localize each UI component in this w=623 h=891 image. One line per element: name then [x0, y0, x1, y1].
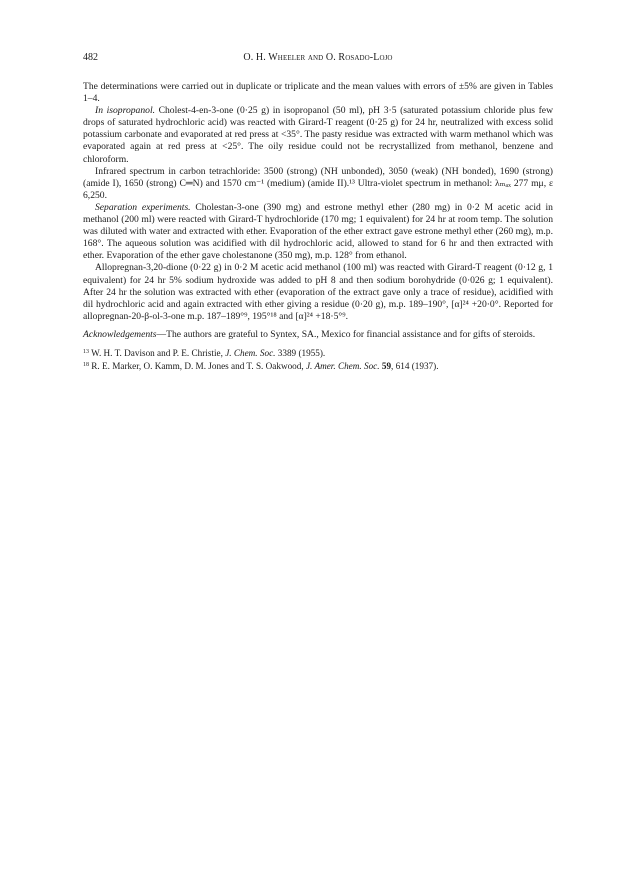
paragraph-allopregnan: Allopregnan-3,20-dione (0·22 g) in 0·2 M acetic acid methanol (100 ml) was reacted with Girard-T reagent (0·12 g, 1 equivalent) for 24 hr 5% sodium hydroxide was added to pH 8 and then sodium borohydride (0·026 g; 1 equivalent). After 24 hr the solution was extracted with ether (evaporation of the extract gave only a trace of residue), acidified with dil hydrochloric acid and again extracted with ether giving a residue (0·20 g), m.p. 189–190°, [α]²⁴ +20·0°. Reported for allopregnan-20-β-ol-3-one m.p. 187–189°⁹, 195°¹⁸ and [α]²⁴ +18·5°⁹. [83, 262, 553, 322]
acknowledgements-text: —The authors are grateful to Syntex, SA., Mexico for financial assistance and for gifts of steroids. [156, 328, 536, 340]
paragraph-separation [83, 202, 553, 262]
footnote-13 [83, 347, 553, 360]
footnote-details: 3389 (1955). [275, 347, 326, 358]
run-in-heading-separation: Separation experiments. [95, 201, 191, 213]
paragraph-determinations: The determinations were carried out in duplicate or triplicate and the mean values with errors of ±5% are given in Tables 1–4. [83, 81, 553, 105]
footnotes [83, 347, 553, 372]
footnote-authors: W. H. T. Davison and P. E. Christie, [89, 347, 226, 358]
footnote-marker: 18 [83, 361, 89, 368]
acknowledgements-heading: Acknowledgements [83, 328, 157, 340]
footnote-journal: J. Chem. Soc. [225, 347, 276, 358]
running-head [83, 52, 553, 66]
isopropanol-text: Cholest-4-en-3-one (0·25 g) in isopropanol (50 ml), pH 3·5 (saturated potassium chloride plus few drops of saturated hydrochloric acid) was reacted with Girard-T reagent (0·25 g) for 24 hr, neutralized with excess solid potassium carbonate and evaporated at red press at <35°. The pasty residue was extracted with warm methanol which was evaporated again at red press at <25°. The oily residue could not be recrystallized from methanol, benzene and chloroform. [83, 105, 553, 165]
paragraph-acknowledgements [83, 329, 553, 341]
separation-text: Cholestan-3-one (390 mg) and estrone methyl ether (280 mg) in 0·2 M acetic acid in methanol (200 ml) were reacted with Girard-T hydrochloride (170 mg; 1 equivalent) for 24 hr at room temp. The solution was diluted with water and extracted with ether. Evaporation of the ether extract gave estrone methyl ether (260 mg), m.p. 168°. The aqueous solution was acidified with dil hydrochloric acid, allowed to stand for 6 hr and then extracted with ether. Evaporation of the ether gave cholestanone (350 mg), m.p. 128° from ethanol. [83, 201, 553, 262]
paragraph-isopropanol [83, 105, 553, 165]
footnote-authors: R. E. Marker, O. Kamm, D. M. Jones and T. S. Oakwood, [89, 360, 306, 371]
footnote-volume: 59 [381, 360, 392, 371]
run-in-heading-isopropanol: In isopropanol. [95, 105, 156, 117]
footnote-18 [83, 360, 553, 373]
footnote-journal: J. Amer. Chem. Soc. [305, 360, 380, 371]
authors-text: O. H. Wheeler and O. Rosado-Lojo [243, 52, 393, 63]
paragraph-infrared-spectrum: Infrared spectrum in carbon tetrachloride: 3500 (strong) (NH unbonded), 3050 (weak) (NH bonded), 1690 (strong) (amide I), 1650 (strong) C═N) and 1570 cm⁻¹ (medium) (amide II).¹³ Ultra-violet spectrum in methanol: λₘₐₓ 277 mμ, ε 6,250. [83, 165, 553, 201]
footnote-marker: 13 [83, 348, 89, 355]
running-title-authors [83, 52, 553, 64]
footnote-details: , 614 (1937). [391, 360, 439, 371]
page-content [83, 52, 553, 372]
page-number: 482 [83, 52, 98, 63]
